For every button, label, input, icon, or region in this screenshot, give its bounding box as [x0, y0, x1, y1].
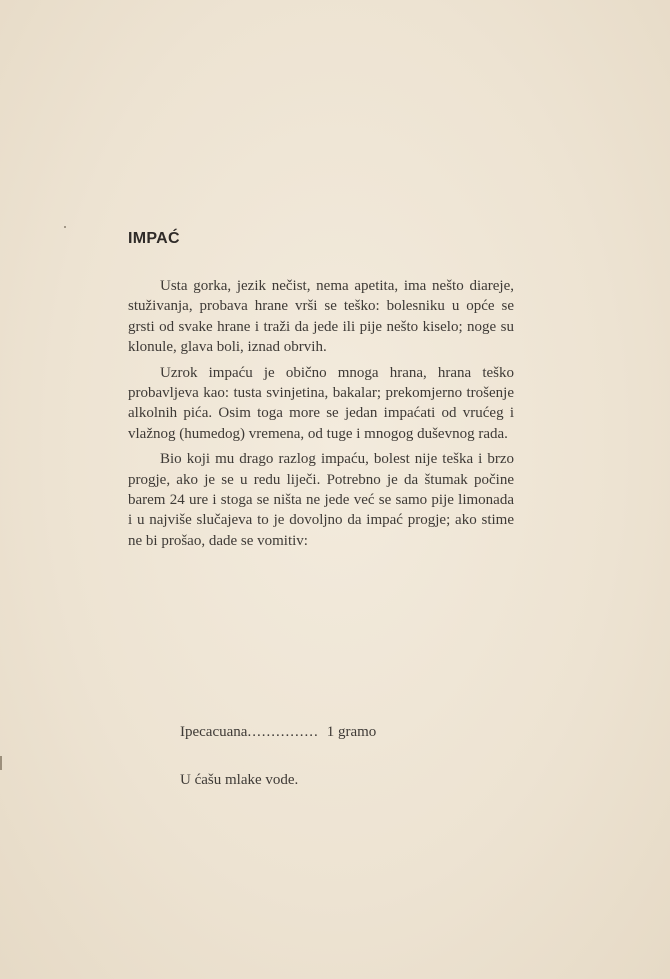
recipe-ingredient: Ipecacuana: [180, 724, 248, 740]
paper-edge-mark: [0, 756, 2, 770]
paper-speck: [64, 226, 66, 228]
body-text: [128, 276, 514, 556]
section-title: IMPAĆ: [128, 230, 180, 247]
recipe-instruction: U ćašu mlake vode.: [180, 772, 299, 788]
paragraph-treatment: Bio koji mu drago razlog impaću, bolest nije teška i brzo progje, ako je se u redu liječi. Potrebno je da štumak počine barem 24 ure i stoga se ništa ne jede već se samo pije limonada i u najviše slučajeva to je dovoljno da impać progje; ako stime ne bi prošao, dade se vomitiv:: [128, 451, 514, 549]
paragraph-symptoms: Usta gorka, jezik nečist, nema apetita, ima nešto diareje, stuživanja, probava hrane vrši se teško: bolesniku u opće se grsti od svake hrane i traži da jede ili pije nešto kiselo; noge su klonule, glava boli, iznad obrvih.: [128, 278, 514, 356]
recipe-dot-leader: ...............: [247, 724, 319, 740]
paragraph-causes: Uzrok impaću je obično mnoga hrana, hrana teško probavljeva kao: tusta svinjetina, bakalar; prekomjerno trošenje alkolnih pića. Osim toga more se jedan impaćati od vrućeg i vlažnog (humedog) vremena, od tuge i mnogog duševnog rada.: [128, 364, 514, 442]
recipe-line: [180, 724, 376, 741]
recipe-quantity: 1 gramo: [326, 724, 377, 740]
